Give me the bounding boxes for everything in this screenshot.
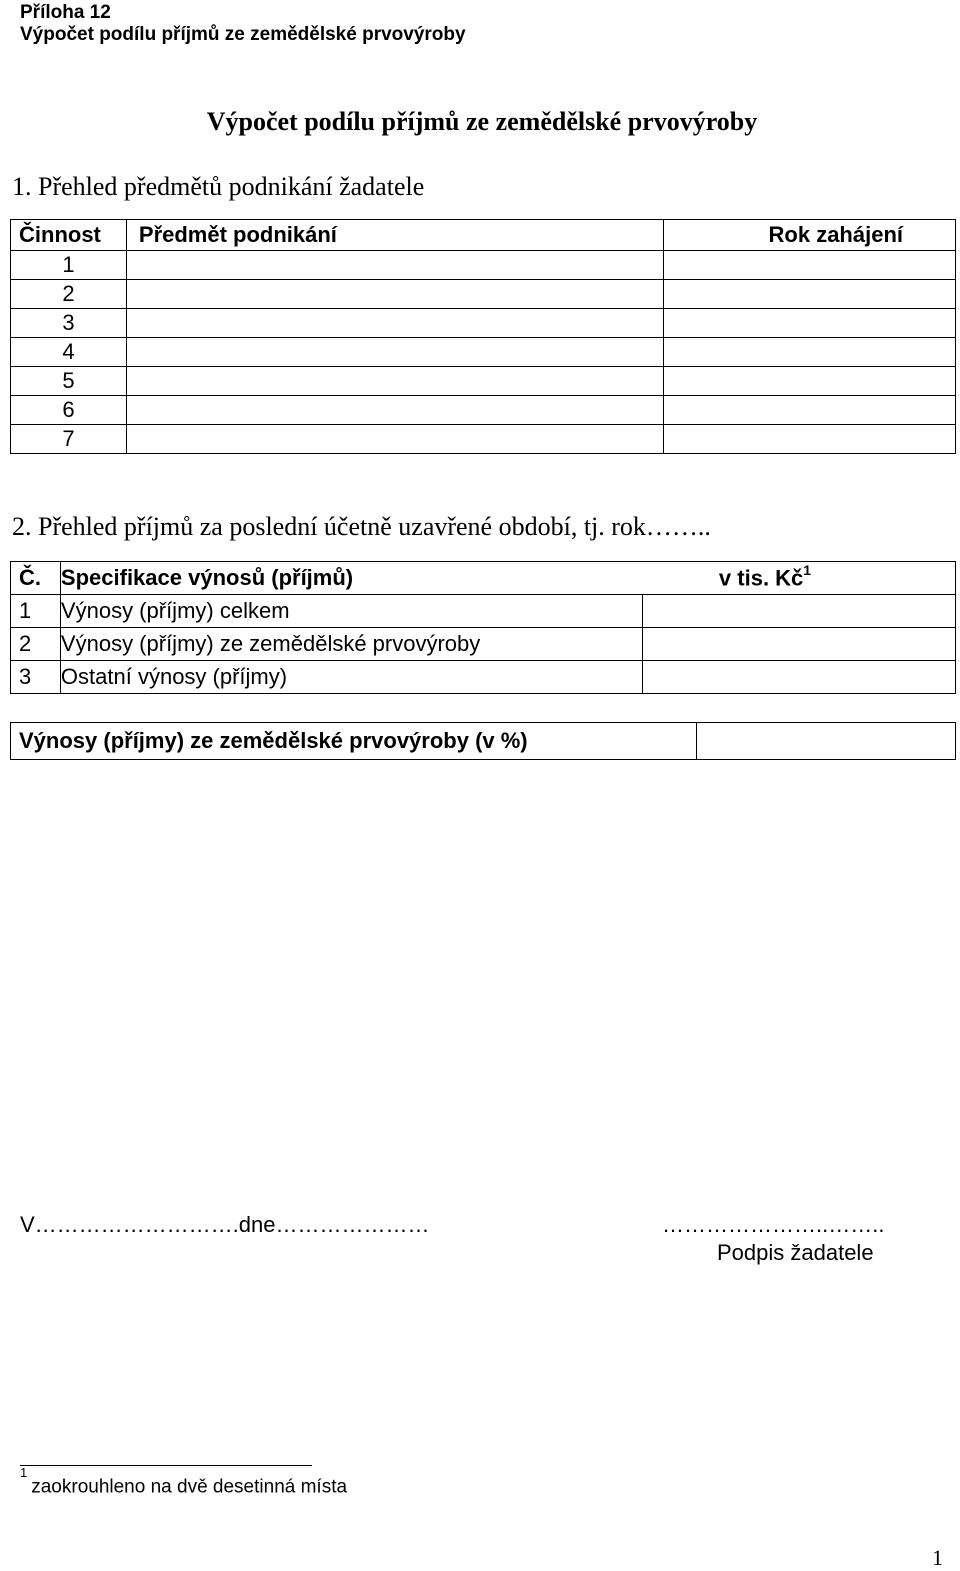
subject-cell[interactable] <box>126 367 663 396</box>
appendix-label: Příloha 12 <box>20 2 111 23</box>
amount-cell[interactable] <box>643 628 956 661</box>
amount-unit-label: v tis. Kč <box>718 565 804 591</box>
signature-label: Podpis žadatele <box>717 1240 874 1265</box>
page-title: Výpočet podílu příjmů ze zemědělské prvovýroby <box>206 107 758 136</box>
row-number: 5 <box>11 367 127 396</box>
amount-cell[interactable] <box>643 595 956 628</box>
table-row <box>11 425 956 454</box>
section-1-heading: 1. Přehled předmětů podnikání žadatele <box>12 172 425 201</box>
column-header-amount <box>643 562 956 595</box>
table-header-row <box>11 562 956 595</box>
row-number: 3 <box>11 309 127 338</box>
start-year-cell[interactable] <box>663 309 955 338</box>
table-row <box>11 338 956 367</box>
subject-cell[interactable] <box>126 425 663 454</box>
table-row <box>11 280 956 309</box>
table-row <box>11 661 956 694</box>
percentage-label: Výnosy (příjmy) ze zemědělské prvovýroby (v %) <box>11 723 697 760</box>
page-number: 1 <box>932 1545 943 1570</box>
column-header-specification: Specifikace výnosů (příjmů) <box>60 562 643 595</box>
percentage-cell[interactable] <box>696 723 955 760</box>
footnote <box>20 1465 348 1498</box>
income-table <box>10 561 956 694</box>
footnote-mark: 1 <box>20 1465 28 1480</box>
column-header-subject: Předmět podnikání <box>126 220 663 251</box>
row-number: 1 <box>11 595 61 628</box>
row-number: 2 <box>11 280 127 309</box>
table-row <box>11 396 956 425</box>
footnote-text: zaokrouhleno na dvě desetinná místa <box>31 1476 348 1498</box>
amount-cell[interactable] <box>643 661 956 694</box>
subject-cell[interactable] <box>126 338 663 367</box>
start-year-cell[interactable] <box>663 251 955 280</box>
row-label: Výnosy (příjmy) celkem <box>60 595 643 628</box>
start-year-cell[interactable] <box>663 280 955 309</box>
business-subjects-table <box>10 219 956 454</box>
start-year-cell[interactable] <box>663 367 955 396</box>
row-number: 7 <box>11 425 127 454</box>
row-label: Ostatní výnosy (příjmy) <box>60 661 643 694</box>
start-year-cell[interactable] <box>663 425 955 454</box>
row-number: 3 <box>11 661 61 694</box>
table-row <box>11 628 956 661</box>
column-header-activity: Činnost <box>11 220 127 251</box>
footnote-reference: 1 <box>803 562 812 579</box>
signature-line: …………………..…….. <box>662 1212 885 1237</box>
column-header-start-year: Rok zahájení <box>663 220 955 251</box>
subject-cell[interactable] <box>126 280 663 309</box>
percentage-table <box>10 722 956 760</box>
table-row <box>11 309 956 338</box>
table-row <box>11 723 956 760</box>
row-number: 4 <box>11 338 127 367</box>
table-header-row <box>11 220 956 251</box>
subject-cell[interactable] <box>126 251 663 280</box>
table-row <box>11 367 956 396</box>
appendix-subtitle: Výpočet podílu příjmů ze zemědělské prvovýroby <box>20 24 466 45</box>
footnote-divider <box>20 1465 312 1466</box>
table-row <box>11 251 956 280</box>
column-header-number: Č. <box>11 562 61 595</box>
row-number: 6 <box>11 396 127 425</box>
subject-cell[interactable] <box>126 309 663 338</box>
section-2-heading: 2. Přehled příjmů za poslední účetně uzavřené období, tj. rok…….. <box>12 512 711 541</box>
row-number: 2 <box>11 628 61 661</box>
row-number: 1 <box>11 251 127 280</box>
table-row <box>11 595 956 628</box>
row-label: Výnosy (příjmy) ze zemědělské prvovýroby <box>60 628 643 661</box>
start-year-cell[interactable] <box>663 338 955 367</box>
subject-cell[interactable] <box>126 396 663 425</box>
start-year-cell[interactable] <box>663 396 955 425</box>
place-date-line: V……………………….dne………………… <box>20 1212 430 1237</box>
